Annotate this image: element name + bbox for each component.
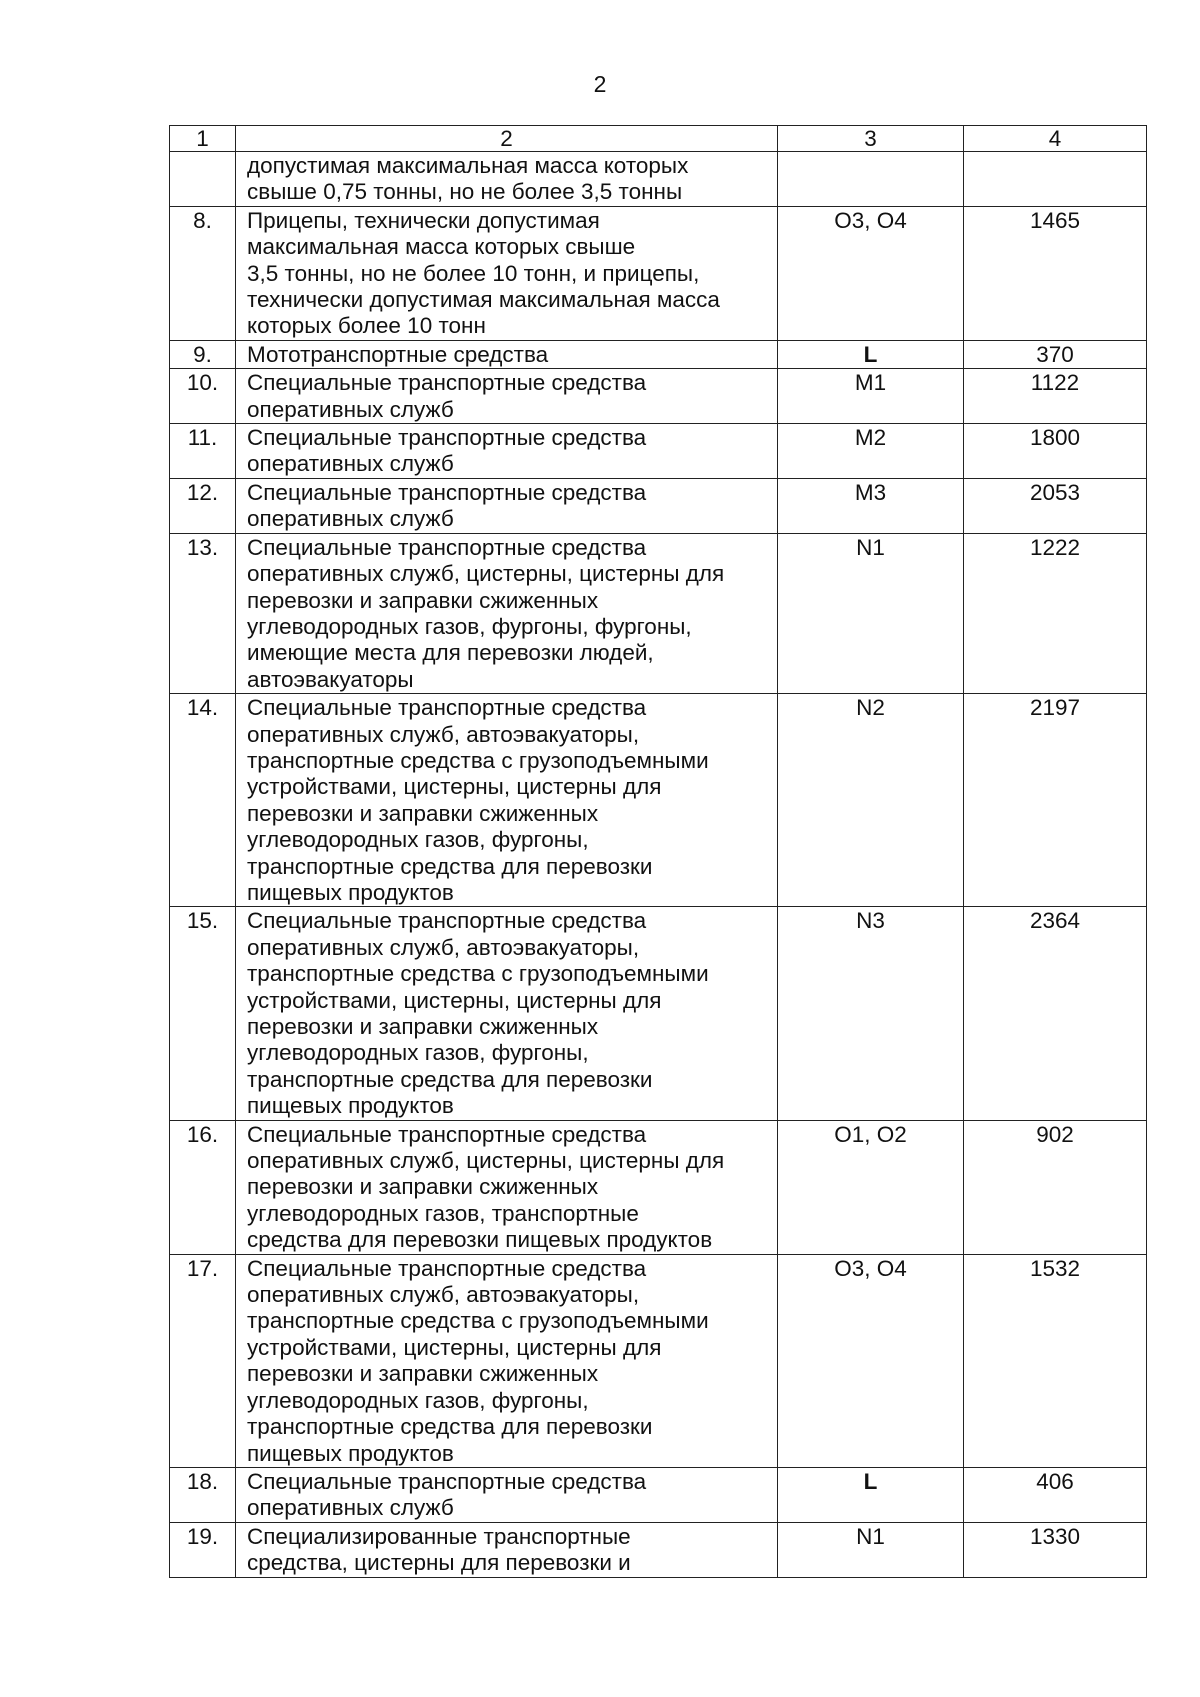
description-line: пищевых продуктов <box>247 879 454 905</box>
description-line: перевозки и заправки сжиженных <box>247 1361 599 1387</box>
fee-amount: 1330 <box>964 1522 1147 1577</box>
description-line: оперативных служб, автоэвакуаторы, <box>247 934 640 960</box>
description-line: Специальные транспортные средства <box>247 908 647 934</box>
column-header-4: 4 <box>964 126 1147 152</box>
table-row <box>170 1467 1147 1522</box>
description-line: устройствами, цистерны, цистерны для <box>247 774 662 800</box>
vehicle-description <box>236 340 778 368</box>
row-number: 13. <box>170 533 236 693</box>
description-line: имеющие места для перевозки людей, <box>247 640 654 666</box>
vehicle-description <box>236 478 778 533</box>
column-header-1: 1 <box>170 126 236 152</box>
table-row <box>170 152 1147 207</box>
description-line: транспортные средства для перевозки <box>247 1414 653 1440</box>
fee-amount: 1465 <box>964 206 1147 340</box>
column-header-3: 3 <box>778 126 964 152</box>
description-line: перевозки и заправки сжиженных <box>247 1014 599 1039</box>
fee-amount: 370 <box>964 340 1147 368</box>
row-number: 19. <box>170 1522 236 1577</box>
description-line: Специальные транспортные средства <box>247 1468 647 1494</box>
vehicle-category: M2 <box>778 424 964 479</box>
description-line: которых более 10 тонн <box>247 313 486 339</box>
description-line: углеводородных газов, фургоны, <box>247 827 589 853</box>
table-row <box>170 1254 1147 1467</box>
fee-amount: 1222 <box>964 533 1147 693</box>
table-row <box>170 206 1147 340</box>
vehicle-category: O1, O2 <box>778 1120 964 1254</box>
vehicle-description <box>236 907 778 1120</box>
table-row <box>170 424 1147 479</box>
vehicle-category: N3 <box>778 907 964 1120</box>
page-number: 2 <box>593 71 607 97</box>
table-row <box>170 1522 1147 1577</box>
vehicle-description <box>236 206 778 340</box>
table-row <box>170 340 1147 368</box>
vehicle-description <box>236 369 778 424</box>
description-line: Специальные транспортные средства <box>247 370 647 396</box>
description-line: средства, цистерны для перевозки и <box>247 1550 631 1576</box>
description-line: оперативных служб <box>247 451 454 477</box>
description-line: углеводородных газов, фургоны, <box>247 1387 589 1413</box>
row-number: 9. <box>170 340 236 368</box>
vehicle-description <box>236 424 778 479</box>
vehicle-description <box>236 1254 778 1467</box>
description-line: средства для перевозки пищевых продуктов <box>247 1227 713 1253</box>
description-line: перевозки и заправки сжиженных <box>247 587 599 613</box>
description-line: Прицепы, технически допустимая <box>247 207 600 233</box>
fee-amount: 2197 <box>964 694 1147 907</box>
description-line: свыше 0,75 тонны, но не более 3,5 тонны <box>247 179 683 205</box>
row-number: 11. <box>170 424 236 479</box>
description-line: оперативных служб, цистерны, цистерны для <box>247 1148 725 1174</box>
row-number: 16. <box>170 1120 236 1254</box>
vehicle-description <box>236 533 778 693</box>
description-line: Специальные транспортные средства <box>247 425 647 451</box>
fee-amount: 2364 <box>964 907 1147 1120</box>
vehicle-category <box>778 152 964 207</box>
table-row <box>170 533 1147 693</box>
description-line: оперативных служб, автоэвакуаторы, <box>247 1282 640 1308</box>
description-line: Специальные транспортные средства <box>247 1255 647 1281</box>
vehicle-description <box>236 1467 778 1522</box>
vehicle-description <box>236 152 778 207</box>
fee-amount: 902 <box>964 1120 1147 1254</box>
row-number: 17. <box>170 1254 236 1467</box>
fee-amount: 1800 <box>964 424 1147 479</box>
row-number: 8. <box>170 206 236 340</box>
description-line: оперативных служб <box>247 506 454 532</box>
fee-amount <box>964 152 1147 207</box>
description-line: автоэвакуаторы <box>247 666 414 692</box>
vehicle-category: O3, O4 <box>778 1254 964 1467</box>
description-line: транспортные средства для перевозки <box>247 853 653 879</box>
description-line: устройствами, цистерны, цистерны для <box>247 1334 662 1360</box>
table-row <box>170 369 1147 424</box>
description-line: транспортные средства для перевозки <box>247 1066 653 1092</box>
table-row <box>170 478 1147 533</box>
description-line: технически допустимая максимальная масса <box>247 287 720 313</box>
table-row <box>170 907 1147 1120</box>
vehicle-category: M3 <box>778 478 964 533</box>
description-line: Мототранспортные средства <box>247 341 549 367</box>
fee-amount: 1122 <box>964 369 1147 424</box>
vehicle-description <box>236 1522 778 1577</box>
vehicle-category: N1 <box>778 533 964 693</box>
description-line: транспортные средства с грузоподъемными <box>247 747 709 773</box>
description-line: оперативных служб <box>247 396 454 422</box>
column-header-2: 2 <box>236 126 778 152</box>
description-line: оперативных служб <box>247 1495 454 1521</box>
table-row <box>170 1120 1147 1254</box>
table-row <box>170 694 1147 907</box>
fee-amount: 2053 <box>964 478 1147 533</box>
description-line: устройствами, цистерны, цистерны для <box>247 987 662 1013</box>
vehicle-fee-table <box>169 125 1147 1578</box>
description-line: Специальные транспортные средства <box>247 1121 647 1147</box>
vehicle-category: N2 <box>778 694 964 907</box>
vehicle-description <box>236 1120 778 1254</box>
fee-amount: 1532 <box>964 1254 1147 1467</box>
row-number: 12. <box>170 478 236 533</box>
description-line: транспортные средства с грузоподъемными <box>247 1308 709 1334</box>
description-line: пищевых продуктов <box>247 1440 454 1466</box>
vehicle-category: M1 <box>778 369 964 424</box>
row-number: 14. <box>170 694 236 907</box>
description-line: углеводородных газов, фургоны, <box>247 1040 589 1066</box>
vehicle-category: N1 <box>778 1522 964 1577</box>
column-number-header-row <box>170 126 1147 152</box>
vehicle-description <box>236 694 778 907</box>
description-line: 3,5 тонны, но не более 10 тонн, и прицепы, <box>247 260 700 286</box>
vehicle-category: L <box>778 340 964 368</box>
row-number <box>170 152 236 207</box>
row-number: 15. <box>170 907 236 1120</box>
description-line: максимальная масса которых свыше <box>247 234 636 260</box>
row-number: 18. <box>170 1467 236 1522</box>
description-line: Специальные транспортные средства <box>247 534 647 560</box>
vehicle-category: L <box>778 1467 964 1522</box>
description-line: допустимая максимальная масса которых <box>247 153 689 178</box>
description-line: углеводородных газов, транспортные <box>247 1200 639 1226</box>
description-line: оперативных служб, цистерны, цистерны для <box>247 561 725 587</box>
description-line: перевозки и заправки сжиженных <box>247 1174 599 1200</box>
vehicle-category: O3, O4 <box>778 206 964 340</box>
description-line: Специальные транспортные средства <box>247 695 647 721</box>
description-line: Специализированные транспортные <box>247 1523 631 1549</box>
description-line: углеводородных газов, фургоны, фургоны, <box>247 613 692 639</box>
row-number: 10. <box>170 369 236 424</box>
description-line: пищевых продуктов <box>247 1093 454 1119</box>
description-line: перевозки и заправки сжиженных <box>247 800 599 826</box>
description-line: Специальные транспортные средства <box>247 479 647 505</box>
description-line: транспортные средства с грузоподъемными <box>247 961 709 987</box>
fee-amount: 406 <box>964 1467 1147 1522</box>
description-line: оперативных служб, автоэвакуаторы, <box>247 721 640 747</box>
